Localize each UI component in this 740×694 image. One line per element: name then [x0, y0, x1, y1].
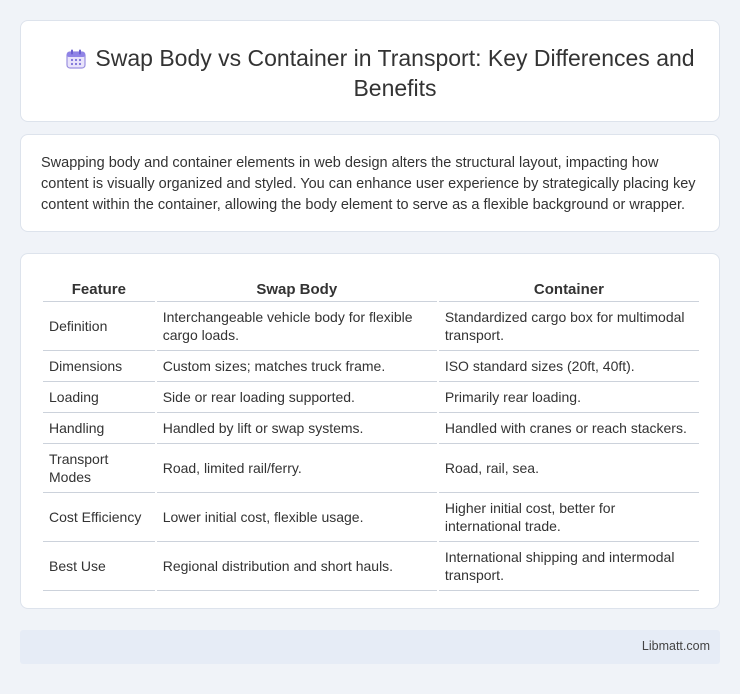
row-swap-body: Handled by lift or swap systems.: [157, 413, 437, 444]
row-container: Standardized cargo box for multimodal transport.: [439, 302, 699, 351]
row-feature: Loading: [43, 382, 155, 413]
table-row: [43, 382, 699, 413]
table-row: [43, 542, 699, 591]
table-row: [43, 493, 699, 542]
table-row: [43, 413, 699, 444]
intro-card: [20, 134, 720, 232]
table-row: [43, 444, 699, 493]
table-header-row: [43, 276, 699, 302]
comparison-card: [20, 253, 720, 609]
row-feature: Dimensions: [43, 351, 155, 382]
footer-brand-link[interactable]: Libmatt.com: [641, 639, 710, 653]
row-container: Handled with cranes or reach stackers.: [439, 413, 699, 444]
row-container: Primarily rear loading.: [439, 382, 699, 413]
row-feature: Best Use: [43, 542, 155, 591]
title-card: [20, 20, 720, 122]
row-container: International shipping and intermodal transport.: [439, 542, 699, 591]
row-swap-body: Lower initial cost, flexible usage.: [157, 493, 437, 542]
row-swap-body: Side or rear loading supported.: [157, 382, 437, 413]
row-container: Road, rail, sea.: [439, 444, 699, 493]
row-feature: Definition: [43, 302, 155, 351]
header-container: Container: [439, 276, 699, 302]
row-container: ISO standard sizes (20ft, 40ft).: [439, 351, 699, 382]
row-feature: Handling: [43, 413, 155, 444]
row-swap-body: Interchangeable vehicle body for flexible cargo loads.: [157, 302, 437, 351]
table-row: [43, 302, 699, 351]
row-swap-body: Road, limited rail/ferry.: [157, 444, 437, 493]
intro-paragraph: Swapping body and container elements in web design alters the structural layout, impacting how content is visually organized and styled. You can enhance user experience by strategically placing key content within the container, allowing the body element to serve as a flexible background or wrapper.: [41, 155, 696, 213]
row-swap-body: Regional distribution and short hauls.: [157, 542, 437, 591]
table-row: [43, 351, 699, 382]
row-container: Higher initial cost, better for international trade.: [439, 493, 699, 542]
comparison-table: [41, 276, 701, 591]
row-swap-body: Custom sizes; matches truck frame.: [157, 351, 437, 382]
row-feature: Transport Modes: [43, 444, 155, 493]
header-feature: Feature: [43, 276, 155, 302]
page-title: Swap Body vs Container in Transport: Key Differences and Benefits: [95, 45, 695, 101]
header-swap-body: Swap Body: [157, 276, 437, 302]
row-feature: Cost Efficiency: [43, 493, 155, 542]
footer-bar: [20, 630, 720, 664]
